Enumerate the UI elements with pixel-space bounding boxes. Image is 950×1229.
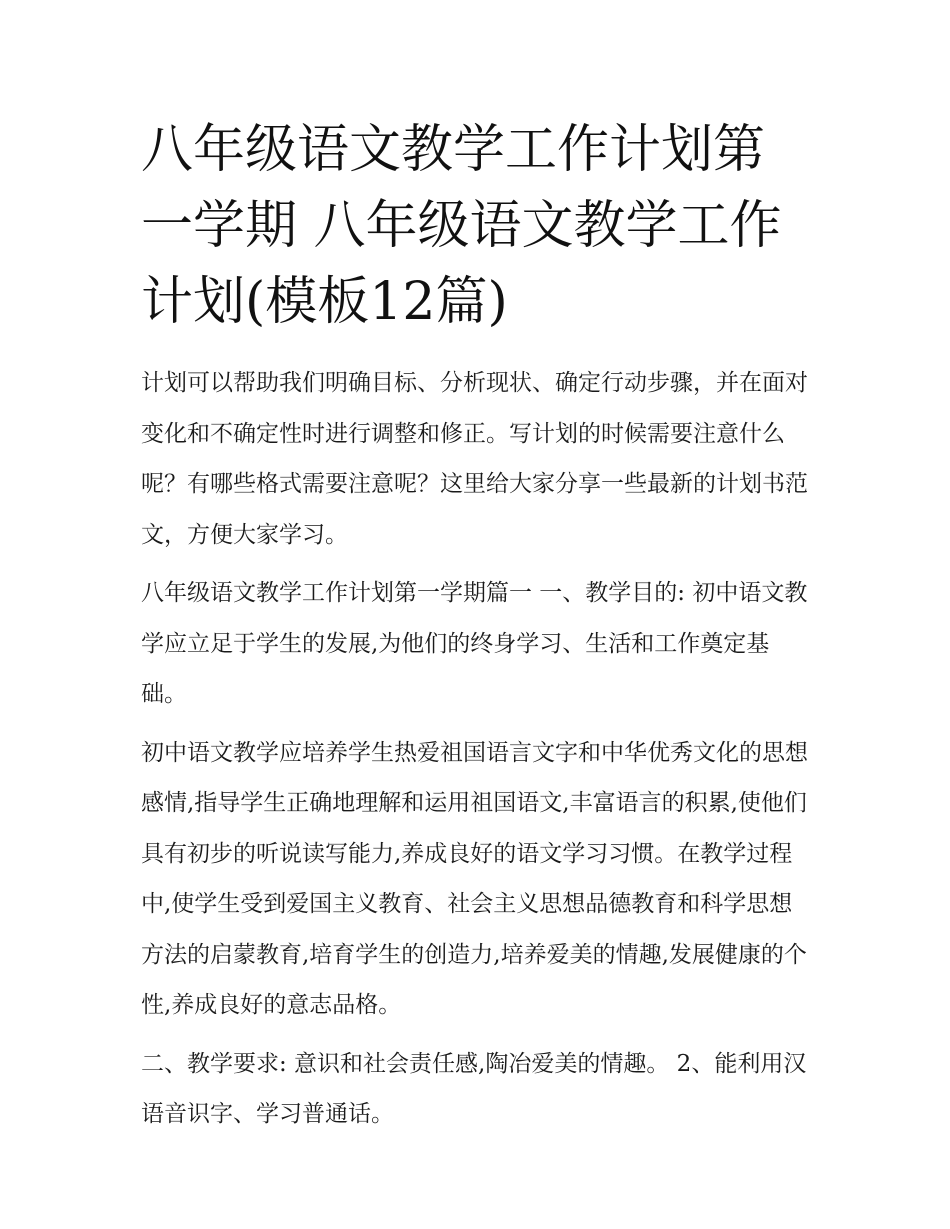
document-title: 八年级语文教学工作计划第一学期 八年级语文教学工作计划(模板12篇) (141, 120, 782, 332)
document-body (141, 112, 813, 1140)
teaching-goal-paragraph: 初中语文教学应培养学生热爱祖国语言文字和中华优秀文化的思想感情,指导学生正确地理解和运用祖国语文,丰富语言的积累,使他们具有初步的听说读写能力,养成良好的语文学习习惯。在教学过程中,使学生受到爱国主义教育、社会主义思想品德教育和科学思想方法的启蒙教育,培育学生的创造力,培养爱美的情趣,发展健康的个性,养成良好的意志品格。 (141, 739, 808, 1018)
section-one-paragraph: 八年级语文教学工作计划第一学期篇一 一、教学目的: 初中语文教学应立足于学生的发展,为他们的终身学习、生活和工作奠定基础。 (141, 580, 808, 707)
intro-paragraph: 计划可以帮助我们明确目标、分析现状、确定行动步骤，并在面对变化和不确定性时进行调整和修正。写计划的时候需要注意什么呢？有哪些格式需要注意呢？这里给大家分享一些最新的计划书范文，方便大家学习。 (141, 370, 808, 548)
teaching-requirements-paragraph: 二、教学要求: 意识和社会责任感,陶冶爱美的情趣。 2、能利用汉语音识字、学习普通话。 (141, 1050, 807, 1127)
